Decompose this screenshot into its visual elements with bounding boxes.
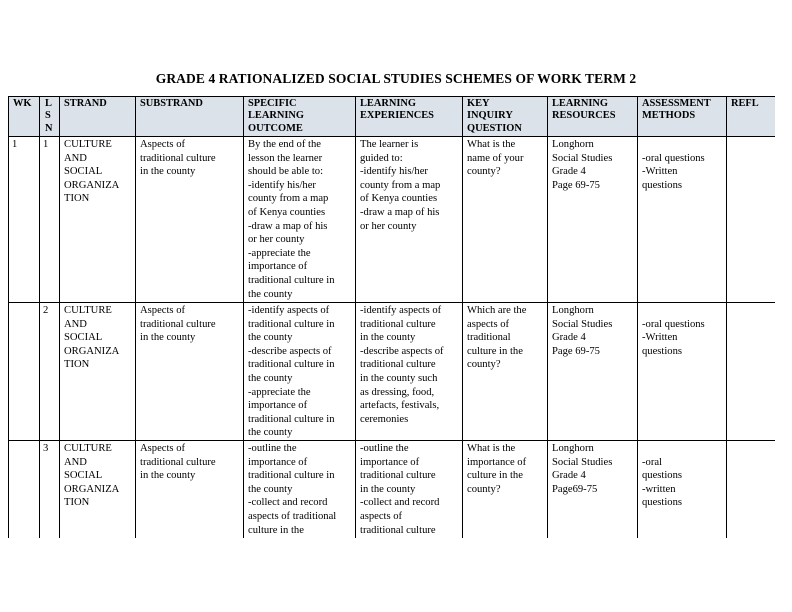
scheme-of-work-table <box>8 96 775 538</box>
header-substrand: SUBSTRAND <box>136 97 244 137</box>
cell-specific-learning-outcome: -outline the importance of traditional culture in the county -collect and record aspects of traditional culture in the <box>244 441 356 539</box>
cell-wk <box>9 303 40 441</box>
cell-substrand: Aspects of traditional culture in the county <box>136 441 244 539</box>
header-reflection: REFL <box>727 97 776 137</box>
cell-lsn: 2 <box>40 303 60 441</box>
table-row <box>9 303 776 441</box>
table-row <box>9 441 776 539</box>
cell-wk: 1 <box>9 137 40 303</box>
cell-substrand: Aspects of traditional culture in the county <box>136 137 244 303</box>
cell-reflection <box>727 137 776 303</box>
scheme-of-work-sheet <box>8 96 775 538</box>
cell-learning-resources: Longhorn Social Studies Grade 4 Page 69-75 <box>548 137 638 303</box>
cell-specific-learning-outcome: -identify aspects of traditional culture in the county -describe aspects of traditional culture in the county -appreciate the importance of traditional culture in the county <box>244 303 356 441</box>
header-row <box>9 97 776 137</box>
header-learning-resources: LEARNING RESOURCES <box>548 97 638 137</box>
cell-assessment-methods: -oral questions -Written questions <box>638 137 727 303</box>
table-row <box>9 137 776 303</box>
header-strand: STRAND <box>60 97 136 137</box>
cell-specific-learning-outcome: By the end of the lesson the learner should be able to: -identify his/her county from a map of Kenya counties -draw a map of his or her county -appreciate the importance of traditional culture in the county <box>244 137 356 303</box>
cell-wk <box>9 441 40 539</box>
cell-learning-experiences: The learner is guided to: -identify his/her county from a map of Kenya counties -draw a map of his or her county <box>356 137 463 303</box>
header-wk: WK <box>9 97 40 137</box>
cell-strand: CULTURE AND SOCIAL ORGANIZA TION <box>60 303 136 441</box>
header-learning-experiences: LEARNING EXPERIENCES <box>356 97 463 137</box>
cell-learning-resources: Longhorn Social Studies Grade 4 Page 69-75 <box>548 303 638 441</box>
cell-key-inquiry-question: What is the importance of culture in the county? <box>463 441 548 539</box>
cell-reflection <box>727 441 776 539</box>
cell-lsn: 1 <box>40 137 60 303</box>
cell-learning-experiences: -outline the importance of traditional culture in the county -collect and record aspects of traditional culture <box>356 441 463 539</box>
cell-lsn: 3 <box>40 441 60 539</box>
cell-learning-experiences: -identify aspects of traditional culture in the county -describe aspects of traditional culture in the county such as dressing, food, artefacts, festivals, ceremonies <box>356 303 463 441</box>
cell-strand: CULTURE AND SOCIAL ORGANIZA TION <box>60 137 136 303</box>
header-specific-learning-outcome: SPECIFIC LEARNING OUTCOME <box>244 97 356 137</box>
cell-reflection <box>727 303 776 441</box>
cell-substrand: Aspects of traditional culture in the county <box>136 303 244 441</box>
cell-learning-resources: Longhorn Social Studies Grade 4 Page69-75 <box>548 441 638 539</box>
header-assessment-methods: ASSESSMENT METHODS <box>638 97 727 137</box>
header-lsn: L S N <box>40 97 60 137</box>
cell-key-inquiry-question: What is the name of your county? <box>463 137 548 303</box>
cell-key-inquiry-question: Which are the aspects of traditional culture in the county? <box>463 303 548 441</box>
cell-assessment-methods: -oral questions -Written questions <box>638 303 727 441</box>
header-key-inquiry-question: KEY INQUIRY QUESTION <box>463 97 548 137</box>
cell-assessment-methods: -oral questions -written questions <box>638 441 727 539</box>
document-title: GRADE 4 RATIONALIZED SOCIAL STUDIES SCHEMES OF WORK TERM 2 <box>155 71 637 86</box>
cell-strand: CULTURE AND SOCIAL ORGANIZA TION <box>60 441 136 539</box>
